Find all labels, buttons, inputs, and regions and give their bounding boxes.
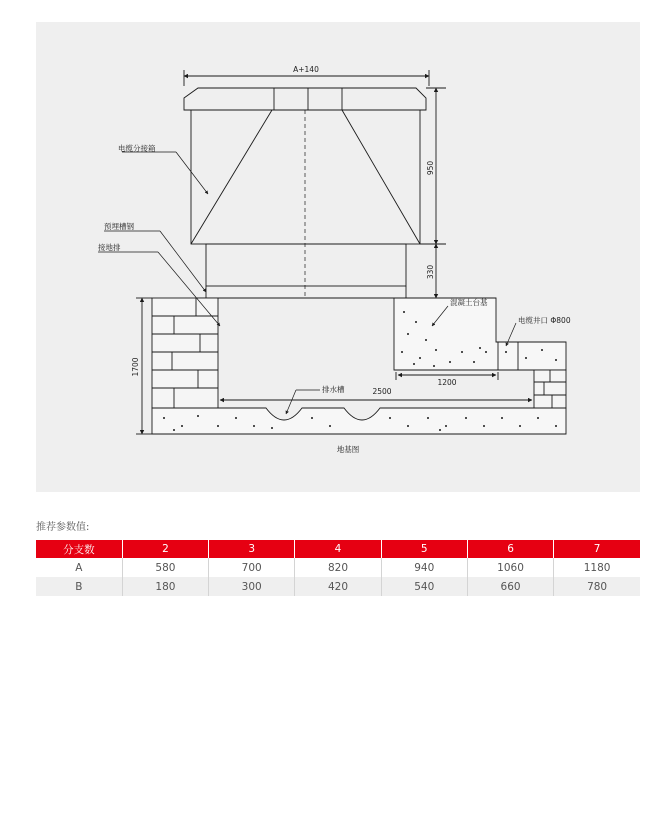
height-box-label: 950: [426, 160, 435, 176]
table-row: [36, 577, 640, 596]
foundation-width-label: 2500: [372, 387, 392, 396]
concrete-base-label: 混凝土台基: [450, 298, 488, 307]
table-row: [36, 558, 640, 577]
table-cell: A: [36, 558, 122, 577]
embedded-channel-label: 预埋槽钢: [104, 222, 134, 231]
table-header-row: [36, 540, 640, 558]
well-width-label: 1200: [437, 378, 457, 387]
ground-bar-label: 接地排: [98, 243, 121, 252]
header-cell: 2: [122, 540, 208, 558]
table-cell: 540: [381, 577, 467, 596]
foundation-diagram: [36, 22, 640, 492]
header-cell: 7: [554, 540, 640, 558]
foundation-diagram-panel: [36, 22, 640, 492]
height-base-label: 330: [426, 264, 435, 280]
foundation-slab: [152, 408, 566, 434]
left-brick-wall: [152, 298, 218, 408]
right-brick-wall: [534, 370, 566, 408]
table-cell: 820: [295, 558, 381, 577]
table-cell: 940: [381, 558, 467, 577]
table-cell: 1060: [467, 558, 553, 577]
header-cell: 5: [381, 540, 467, 558]
header-cell: 分支数: [36, 540, 122, 558]
cabinet-base: [196, 244, 416, 298]
diagram-caption: 地基图: [336, 445, 360, 454]
cabinet-roof: [184, 88, 426, 110]
drain-channel-label: 排水槽: [322, 385, 345, 394]
table-cell: 420: [295, 577, 381, 596]
table-cell: 300: [209, 577, 295, 596]
header-cell: 3: [209, 540, 295, 558]
depth-label: 1700: [131, 357, 140, 377]
table-cell: 580: [122, 558, 208, 577]
params-title: 推荐参数值:: [36, 522, 90, 533]
concrete-base: [394, 298, 566, 370]
header-cell: 4: [295, 540, 381, 558]
cable-well-label: 电缆井口 Φ800: [518, 316, 571, 325]
cable-box-body: [191, 110, 420, 298]
cable-box-label: 电缆分接箱: [118, 144, 156, 153]
table-cell: 700: [209, 558, 295, 577]
table-cell: 780: [554, 577, 640, 596]
table-cell: 1180: [554, 558, 640, 577]
header-cell: 6: [467, 540, 553, 558]
table-cell: B: [36, 577, 122, 596]
width-dimension-label: A+140: [293, 65, 319, 74]
table-cell: 660: [467, 577, 553, 596]
table-cell: 180: [122, 577, 208, 596]
params-table: [36, 540, 640, 596]
